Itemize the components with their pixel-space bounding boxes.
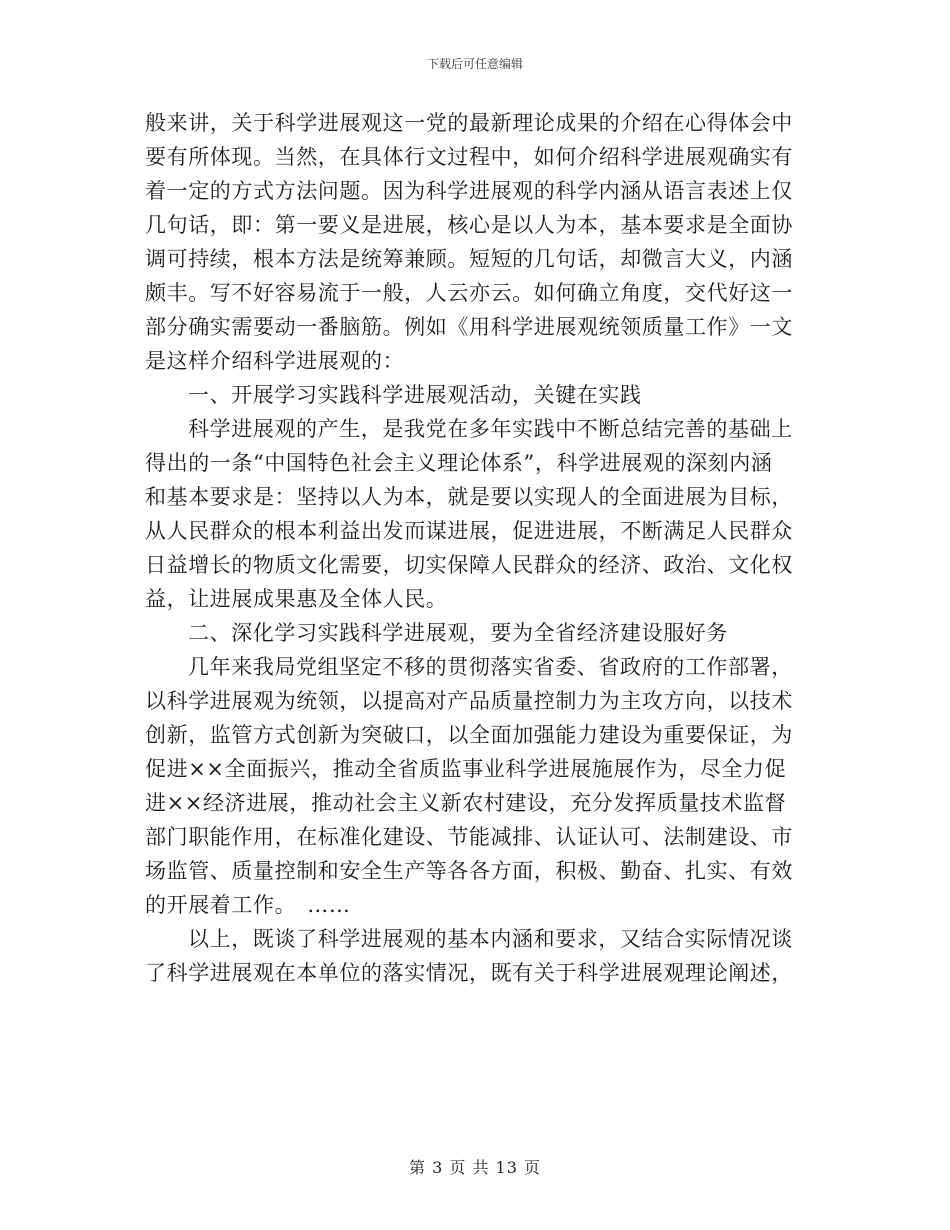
document-body xyxy=(145,106,805,990)
body-line: 部门职能作用，在标准化建设、节能减排、认证认可、法制建设、市 xyxy=(145,825,793,849)
body-line: 益，让进展成果惠及全体人民。 xyxy=(145,587,448,611)
body-line: 般来讲，关于科学进展观这一党的最新理论成果的介绍在心得体会中 xyxy=(145,111,793,135)
body-line: 部分确实需要动一番脑筋。例如《用科学进展观统领质量工作》一文 xyxy=(145,315,793,339)
page-header: 下载后可任意编辑 xyxy=(426,57,523,71)
page-number: 第 3 页 共 13 页 xyxy=(409,1158,541,1177)
body-line: 日益增长的物质文化需要，切实保障人民群众的经济、政治、文化权 xyxy=(145,553,793,577)
body-line: 和基本要求是：坚持以人为本，就是要以实现人的全面进展为目标， xyxy=(145,485,793,509)
body-line: 是这样介绍科学进展观的： xyxy=(145,349,405,373)
body-line: 进××经济进展，推动社会主义新农村建设，充分发挥质量技术监督 xyxy=(145,791,787,815)
body-line: 几年来我局党组坚定不移的贯彻落实省委、省政府的工作部署， xyxy=(188,655,793,679)
body-line: 了科学进展观在本单位的落实情况，既有关于科学进展观理论阐述， xyxy=(145,961,793,985)
body-line: 调可持续，根本方法是统筹兼顾。短短的几句话，却微言大义，内涵 xyxy=(145,247,793,271)
body-line: 颇丰。写不好容易流于一般，人云亦云。如何确立角度，交代好这一 xyxy=(145,281,793,305)
body-line: 以上，既谈了科学进展观的基本内涵和要求，又结合实际情况谈 xyxy=(188,927,793,951)
body-line: 以科学进展观为统领，以提高对产品质量控制力为主攻方向，以技术 xyxy=(145,689,793,713)
body-line: 着一定的方式方法问题。因为科学进展观的科学内涵从语言表述上仅 xyxy=(145,179,793,203)
section-heading-1: 一、开展学习实践科学进展观活动，关键在实践 xyxy=(188,383,642,407)
section-heading-2: 二、深化学习实践科学进展观，要为全省经济建设服好务 xyxy=(188,621,728,645)
body-line: 科学进展观的产生，是我党在多年实践中不断总结完善的基础上 xyxy=(188,417,793,441)
body-line: 要有所体现。当然，在具体行文过程中，如何介绍科学进展观确实有 xyxy=(145,145,793,169)
body-line: 的开展着工作。 …… xyxy=(145,893,351,917)
body-line: 从人民群众的根本利益出发而谋进展，促进进展，不断满足人民群众 xyxy=(145,519,793,543)
body-line: 几句话，即：第一要义是进展，核心是以人为本，基本要求是全面协 xyxy=(145,213,793,237)
body-line: 场监管、质量控制和安全生产等各各方面，积极、勤奋、扎实、有效 xyxy=(145,859,793,883)
body-line: 创新，监管方式创新为突破口，以全面加强能力建设为重要保证，为 xyxy=(145,723,793,747)
body-line: 得出的一条“中国特色社会主义理论体系”，科学进展观的深刻内涵 xyxy=(145,451,773,475)
body-line: 促进××全面振兴，推动全省质监事业科学进展施展作为，尽全力促 xyxy=(145,757,787,781)
